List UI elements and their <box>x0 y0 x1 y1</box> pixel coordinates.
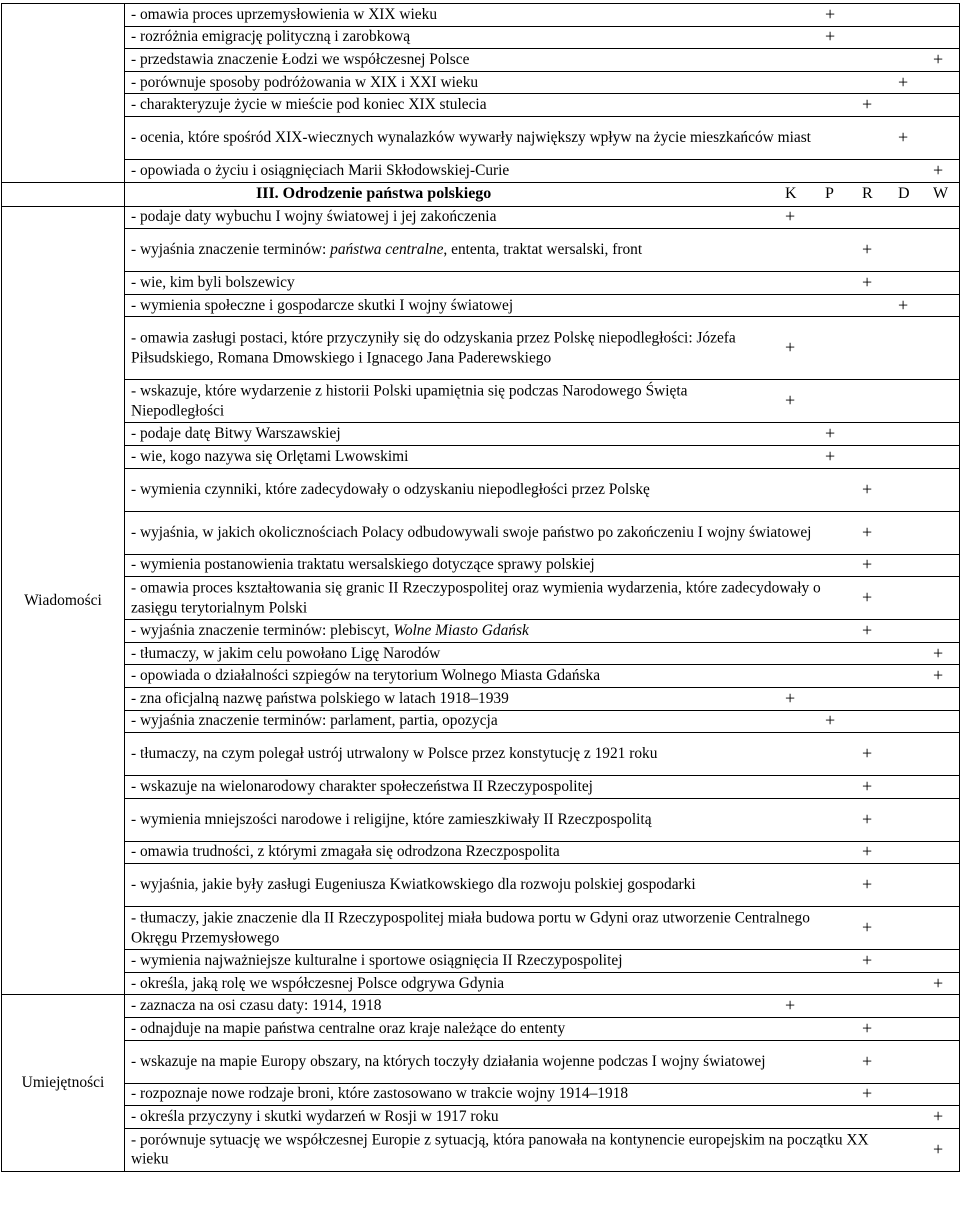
level-plus-r: + <box>862 94 873 115</box>
requirement-cell <box>125 841 960 864</box>
table-row <box>2 950 960 973</box>
level-plus-r: + <box>862 1050 873 1071</box>
level-plus-p: + <box>825 423 836 444</box>
table-row <box>2 841 960 864</box>
requirement-cell <box>125 972 960 995</box>
level-plus-k: + <box>785 390 796 411</box>
requirement-cell <box>125 1128 960 1171</box>
level-plus-w: + <box>933 1106 944 1127</box>
requirement-text: - tłumaczy, na czym polegał ustrój utrwalony w Polsce przez konstytucję z 1921 roku <box>131 745 658 763</box>
requirement-cell <box>125 380 960 423</box>
requirement-text: - wymienia postanowienia traktatu wersalskiego dotyczące sprawy polskiej <box>131 556 595 574</box>
requirement-cell <box>125 71 960 94</box>
requirement-cell <box>125 229 960 272</box>
level-plus-w: + <box>933 972 944 993</box>
requirement-cell <box>125 798 960 841</box>
section-heading-row <box>2 182 960 206</box>
requirement-cell <box>125 733 960 776</box>
level-plus-r: + <box>862 521 873 542</box>
requirement-cell <box>125 1018 960 1041</box>
requirement-text: - odnajduje na mapie państwa centralne oraz kraje należące do ententy <box>131 1020 566 1038</box>
level-plus-r: + <box>862 272 873 293</box>
level-plus-w: + <box>933 1139 944 1160</box>
level-plus-k: + <box>785 206 796 227</box>
requirement-cell <box>125 445 960 468</box>
requirement-text: - wie, kim byli bolszewicy <box>131 274 295 292</box>
requirement-cell <box>125 294 960 317</box>
requirement-cell <box>125 159 960 182</box>
requirement-text: - wyjaśnia znaczenie terminów: parlament, partia, opozycja <box>131 712 498 730</box>
table-row <box>2 710 960 733</box>
level-plus-r: + <box>862 874 873 895</box>
requirement-text: - porównuje sposoby podróżowania w XIX i XXI wieku <box>131 73 479 91</box>
level-header-d: D <box>898 185 910 203</box>
requirement-cell <box>125 864 960 907</box>
requirement-text: - wymienia najważniejsze kulturalne i sportowe osiągnięcia II Rzeczypospolitej <box>131 952 623 970</box>
level-header-k: K <box>785 185 797 203</box>
level-plus-r: + <box>862 808 873 829</box>
requirement-text: - wskazuje na mapie Europy obszary, na których toczyły działania wojenne podczas I wojny światowej <box>131 1052 766 1070</box>
requirement-text: - rozróżnia emigrację polityczną i zarobkową <box>131 28 411 46</box>
requirement-text: - tłumaczy, w jakim celu powołano Ligę Narodów <box>131 644 441 662</box>
requirement-cell <box>125 4 960 27</box>
level-header-w: W <box>933 185 949 203</box>
table-row <box>2 26 960 49</box>
requirement-text: - tłumaczy, jakie znaczenie dla II Rzeczypospolitej miała budowa portu w Gdyni oraz utworzenie Centralnego Okręgu Przemysłowego <box>131 909 810 947</box>
level-plus-p: + <box>825 710 836 731</box>
table-row <box>2 94 960 117</box>
level-plus-w: + <box>933 159 944 180</box>
requirement-cell <box>125 116 960 159</box>
requirement-cell <box>125 272 960 295</box>
table-row <box>2 907 960 950</box>
requirement-text: - omawia trudności, z którymi zmagała się odrodzona Rzeczpospolita <box>131 843 560 861</box>
level-plus-p: + <box>825 26 836 47</box>
level-plus-w: + <box>933 665 944 686</box>
requirement-text: - wyjaśnia znaczenie terminów: plebiscyt, Wolne Miasto Gdańsk <box>131 622 529 640</box>
table-row <box>2 577 960 620</box>
requirement-cell <box>125 511 960 554</box>
table-row <box>2 423 960 446</box>
requirement-text: - wie, kogo nazywa się Orlętami Lwowskimi <box>131 447 409 465</box>
requirement-text: - podaje daty wybuchu I wojny światowej i jej zakończenia <box>131 208 497 226</box>
requirement-text: - zaznacza na osi czasu daty: 1914, 1918 <box>131 997 382 1015</box>
requirement-cell <box>125 620 960 643</box>
table-row <box>2 317 960 380</box>
level-plus-k: + <box>785 995 796 1016</box>
table-row <box>2 1106 960 1129</box>
category-cell: Umiejętności <box>2 995 125 1171</box>
table-row <box>2 733 960 776</box>
requirement-text: - omawia zasługi postaci, które przyczyniły się do odzyskania przez Polskę niepodległości: Józefa Piłsudskiego, Romana Dmowskiego i Ignacego Jana Paderewskiego <box>131 329 736 367</box>
table-row <box>2 445 960 468</box>
requirement-text: - wyjaśnia, jakie były zasługi Eugeniusza Kwiatkowskiego dla rozwoju polskiej gospodarki <box>131 876 696 894</box>
requirements-table <box>1 3 960 1172</box>
requirement-cell <box>125 577 960 620</box>
requirement-cell <box>125 665 960 688</box>
level-plus-w: + <box>933 642 944 663</box>
table-row <box>2 206 960 229</box>
table-row <box>2 511 960 554</box>
requirement-cell <box>125 995 960 1018</box>
requirement-cell <box>125 687 960 710</box>
table-row <box>2 776 960 799</box>
requirement-cell <box>125 1040 960 1083</box>
requirement-text: - omawia proces uprzemysłowienia w XIX wieku <box>131 6 438 23</box>
category-cell: Wiadomości <box>2 206 125 995</box>
requirement-cell <box>125 554 960 577</box>
requirement-text: - wskazuje na wielonarodowy charakter społeczeństwa II Rzeczypospolitej <box>131 778 593 796</box>
requirement-text: - charakteryzuje życie w mieście pod koniec XIX stulecia <box>131 96 487 114</box>
level-plus-k: + <box>785 337 796 358</box>
table-row <box>2 71 960 94</box>
section-heading-cell <box>125 182 960 206</box>
requirement-cell <box>125 950 960 973</box>
table-row <box>2 4 960 27</box>
table-row <box>2 687 960 710</box>
table-row <box>2 972 960 995</box>
requirement-cell <box>125 1106 960 1129</box>
requirement-cell <box>125 776 960 799</box>
requirement-text: - wymienia czynniki, które zadecydowały o odzyskaniu niepodległości przez Polskę <box>131 480 650 498</box>
level-plus-r: + <box>862 841 873 862</box>
table-row <box>2 642 960 665</box>
table-row <box>2 665 960 688</box>
level-plus-r: + <box>862 554 873 575</box>
level-plus-k: + <box>785 687 796 708</box>
requirement-text: - wymienia mniejszości narodowe i religijne, które zamieszkiwały II Rzeczpospolitą <box>131 810 652 828</box>
requirement-text: - określa przyczyny i skutki wydarzeń w Rosji w 1917 roku <box>131 1108 499 1126</box>
section-title: III. Odrodzenie państwa polskiego <box>256 185 492 203</box>
requirement-cell <box>125 907 960 950</box>
level-plus-p: + <box>825 445 836 466</box>
level-plus-r: + <box>862 239 873 260</box>
table-row <box>2 229 960 272</box>
requirement-cell <box>125 710 960 733</box>
table-row <box>2 995 960 1018</box>
requirement-text: - opowiada o życiu i osiągnięciach Marii Skłodowskiej-Curie <box>131 161 510 179</box>
table-row <box>2 1083 960 1106</box>
table-row <box>2 468 960 511</box>
requirement-text: - zna oficjalną nazwę państwa polskiego w latach 1918–1939 <box>131 689 509 707</box>
requirements-table-body <box>2 4 960 1172</box>
requirement-cell <box>125 468 960 511</box>
level-plus-r: + <box>862 620 873 641</box>
requirement-text: - porównuje sytuację we współczesnej Europie z sytuacją, która panowała na kontynencie europejskim na początku XX wieku <box>131 1131 869 1168</box>
level-plus-r: + <box>862 587 873 608</box>
level-plus-r: + <box>862 478 873 499</box>
table-row <box>2 864 960 907</box>
requirement-text: - wskazuje, które wydarzenie z historii Polski upamiętnia się podczas Narodowego Święta Niepodległości <box>131 382 688 420</box>
requirement-cell <box>125 26 960 49</box>
level-plus-w: + <box>933 49 944 70</box>
level-plus-r: + <box>862 950 873 971</box>
level-plus-r: + <box>862 1018 873 1039</box>
table-row <box>2 554 960 577</box>
requirement-cell <box>125 642 960 665</box>
requirement-text: - przedstawia znaczenie Łodzi we współczesnej Polsce <box>131 51 470 69</box>
level-header-p: P <box>825 185 834 203</box>
requirement-text: - wyjaśnia znaczenie terminów: państwa centralne, ententa, traktat wersalski, front <box>131 241 643 259</box>
requirement-cell <box>125 423 960 446</box>
table-row <box>2 620 960 643</box>
requirement-cell <box>125 94 960 117</box>
requirement-text: - omawia proces kształtowania się granic II Rzeczypospolitej oraz wymienia wydarzenia, które zadecydowały o zasięgu terytorialnym Polski <box>131 579 821 617</box>
requirement-text: - określa, jaką rolę we współczesnej Polsce odgrywa Gdynia <box>131 974 505 992</box>
level-plus-r: + <box>862 1083 873 1104</box>
requirement-cell <box>125 317 960 380</box>
level-plus-d: + <box>898 294 909 315</box>
requirement-cell <box>125 206 960 229</box>
level-plus-p: + <box>825 4 836 24</box>
requirement-text: - podaje datę Bitwy Warszawskiej <box>131 425 341 443</box>
requirement-text: - opowiada o działalności szpiegów na terytorium Wolnego Miasta Gdańska <box>131 667 601 685</box>
table-row <box>2 1018 960 1041</box>
heading-category-cell <box>2 182 125 206</box>
level-plus-d: + <box>898 71 909 92</box>
table-row <box>2 1128 960 1171</box>
table-row <box>2 294 960 317</box>
requirement-text: - wymienia społeczne i gospodarcze skutki I wojny światowej <box>131 296 514 314</box>
category-cell <box>2 4 125 183</box>
requirement-cell <box>125 49 960 72</box>
level-plus-r: + <box>862 917 873 938</box>
requirement-cell <box>125 1083 960 1106</box>
level-plus-r: + <box>862 743 873 764</box>
requirement-text: - rozpoznaje nowe rodzaje broni, które zastosowano w trakcie wojny 1914–1918 <box>131 1085 629 1103</box>
requirement-text: - ocenia, które spośród XIX-wiecznych wynalazków wywarły największy wpływ na życie mieszkańców miast <box>131 129 811 147</box>
level-header-r: R <box>862 185 873 203</box>
table-row <box>2 159 960 182</box>
level-plus-r: + <box>862 776 873 797</box>
table-row <box>2 380 960 423</box>
table-row <box>2 49 960 72</box>
requirement-text: - wyjaśnia, w jakich okolicznościach Polacy odbudowywali swoje państwo po zakończeniu I wojny światowej <box>131 523 812 541</box>
level-plus-d: + <box>898 127 909 148</box>
table-row <box>2 272 960 295</box>
table-row <box>2 798 960 841</box>
table-row <box>2 116 960 159</box>
table-row <box>2 1040 960 1083</box>
